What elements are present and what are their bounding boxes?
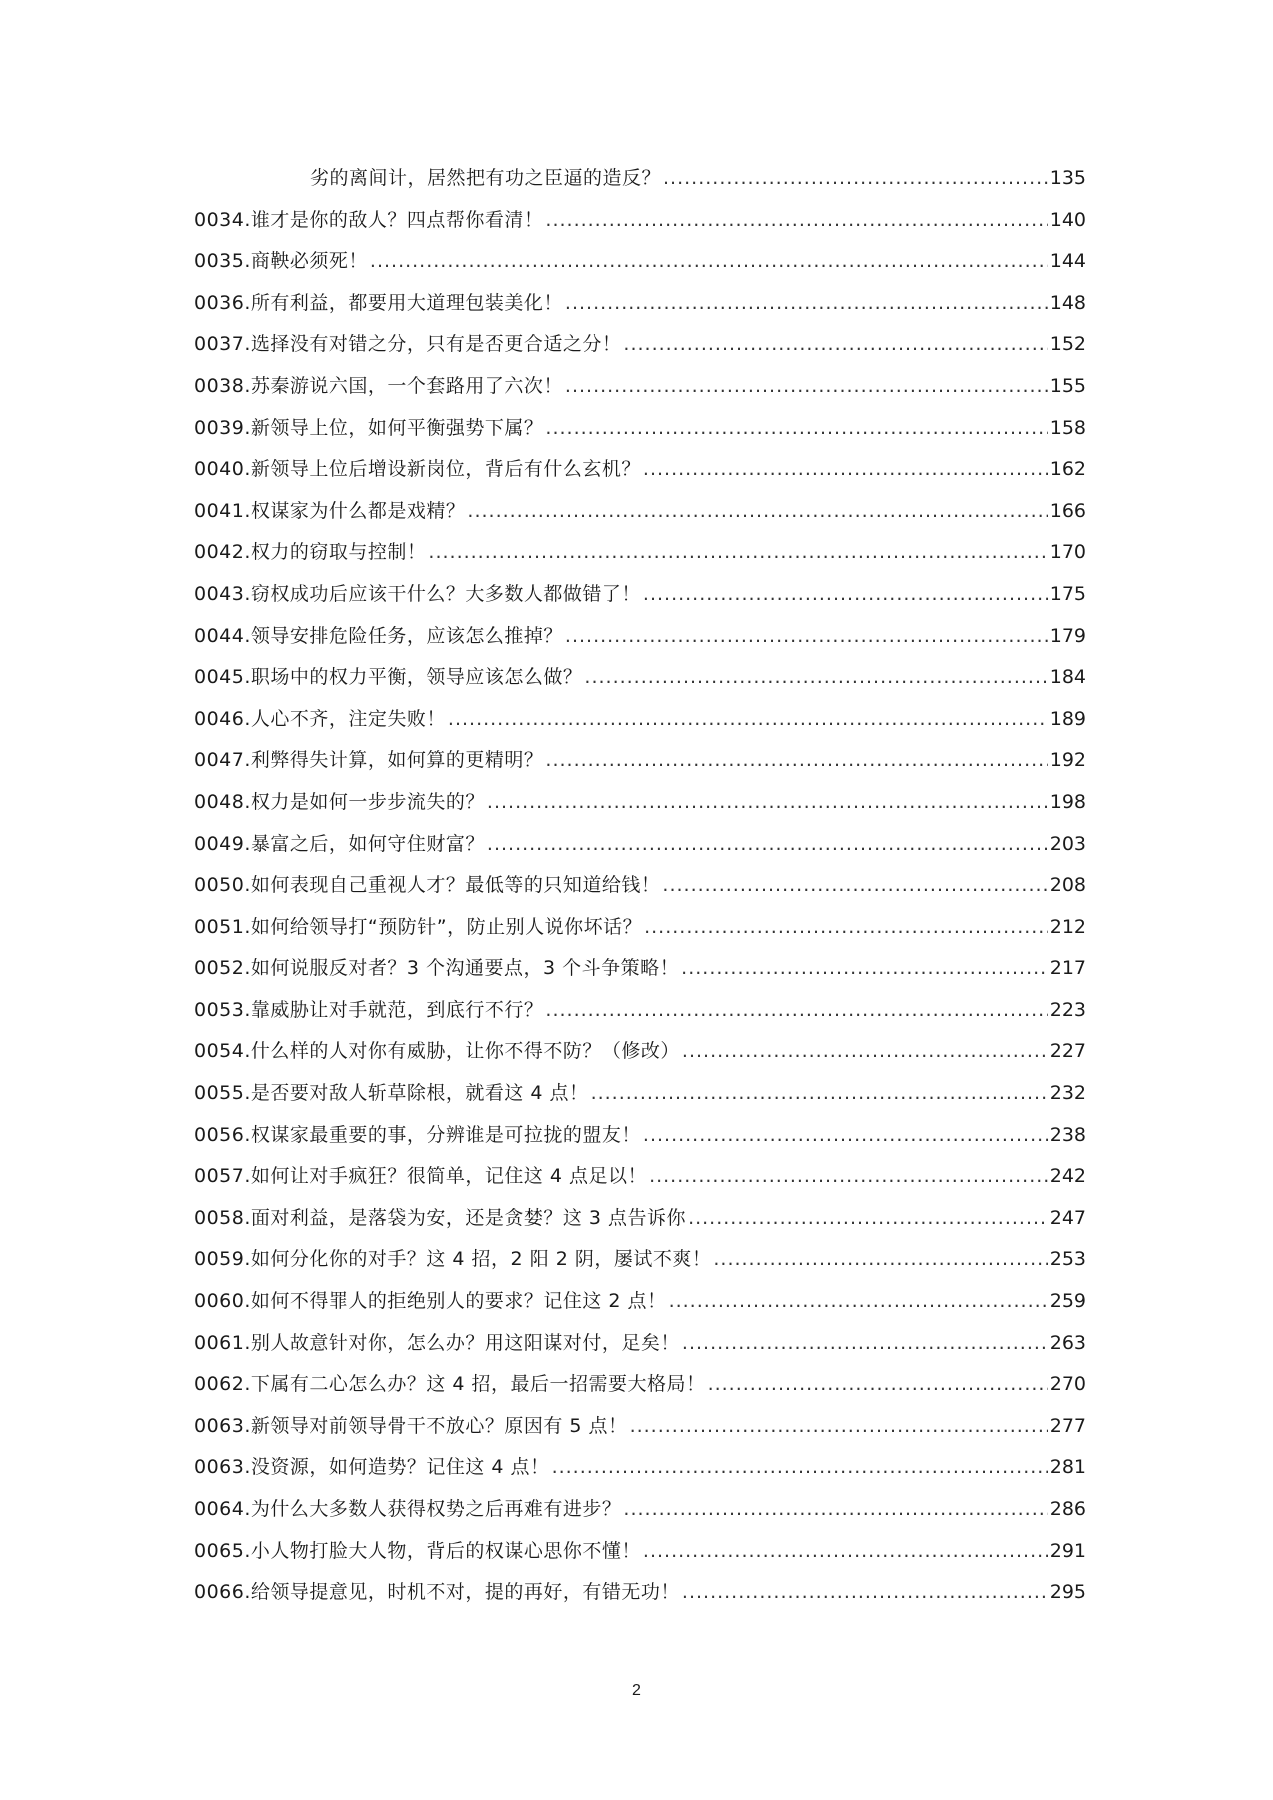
toc-entry-title: 0058.面对利益，是落袋为安，还是贪婪？这 3 点告诉你 xyxy=(194,1206,687,1229)
toc-dot-leader xyxy=(682,1572,1048,1614)
toc-dot-leader xyxy=(708,1364,1048,1406)
toc-dot-leader xyxy=(682,1031,1048,1073)
toc-entry-page: 277 xyxy=(1049,1414,1086,1437)
toc-entry[interactable] xyxy=(194,907,1086,949)
toc-entry-page: 295 xyxy=(1049,1581,1086,1604)
toc-entry-page: 158 xyxy=(1049,416,1086,439)
toc-dot-leader xyxy=(552,1447,1048,1489)
toc-entry[interactable] xyxy=(194,158,1086,200)
toc-entry-page: 212 xyxy=(1049,915,1086,938)
toc-entry-title: 0034.谁才是你的敌人？四点帮你看清！ xyxy=(194,208,544,231)
toc-entry-title: 0040.新领导上位后增设新岗位，背后有什么玄机？ xyxy=(194,458,641,481)
toc-entry-page: 144 xyxy=(1049,250,1086,273)
toc-entry-page: 291 xyxy=(1049,1539,1086,1562)
toc-entry[interactable] xyxy=(194,1572,1086,1614)
toc-entry-title: 0045.职场中的权力平衡，领导应该怎么做？ xyxy=(194,666,583,689)
toc-entry[interactable] xyxy=(194,657,1086,699)
toc-entry-page: 242 xyxy=(1049,1165,1086,1188)
toc-entry[interactable] xyxy=(194,699,1086,741)
toc-dot-leader xyxy=(545,200,1047,242)
toc-entry-title: 0044.领导安排危险任务，应该怎么推掉？ xyxy=(194,624,563,647)
toc-dot-leader xyxy=(428,532,1047,574)
toc-entry[interactable] xyxy=(194,491,1086,533)
toc-entry-title: 0046.人心不齐，注定失败！ xyxy=(194,707,446,730)
toc-dot-leader xyxy=(545,990,1047,1032)
toc-dot-leader xyxy=(565,283,1048,325)
toc-entry[interactable] xyxy=(194,366,1086,408)
toc-entry-page: 281 xyxy=(1049,1456,1086,1479)
toc-dot-leader xyxy=(643,1531,1048,1573)
toc-entry[interactable] xyxy=(194,1198,1086,1240)
toc-entry[interactable] xyxy=(194,1489,1086,1531)
toc-entry-page: 198 xyxy=(1049,790,1086,813)
toc-entry-title: 0063.新领导对前领导骨干不放心？原因有 5 点！ xyxy=(194,1414,628,1437)
toc-dot-leader xyxy=(467,491,1047,533)
toc-entry-title: 0042.权力的窃取与控制！ xyxy=(194,541,427,564)
toc-entry[interactable] xyxy=(194,449,1086,491)
toc-dot-leader xyxy=(644,907,1048,949)
toc-entry-title: 0049.暴富之后，如何守住财富？ xyxy=(194,832,485,855)
toc-entry[interactable] xyxy=(194,408,1086,450)
toc-entry-title: 0059.如何分化你的对手？这 4 招，2 阳 2 阴，屡试不爽！ xyxy=(194,1248,712,1271)
toc-entry-title: 0055.是否要对敌人斩草除根，就看这 4 点！ xyxy=(194,1082,589,1105)
toc-dot-leader xyxy=(584,657,1047,699)
toc-entry-title: 0037.选择没有对错之分，只有是否更合适之分！ xyxy=(194,333,622,356)
toc-entry-page: 162 xyxy=(1049,458,1086,481)
toc-entry-title: 0043.窃权成功后应该干什么？大多数人都做错了！ xyxy=(194,582,641,605)
toc-entry[interactable] xyxy=(194,1447,1086,1489)
toc-entry[interactable] xyxy=(194,200,1086,242)
toc-entry[interactable] xyxy=(194,1239,1086,1281)
toc-entry-page: 184 xyxy=(1049,666,1086,689)
toc-entry[interactable] xyxy=(194,824,1086,866)
toc-entry-title: 0060.如何不得罪人的拒绝别人的要求？记住这 2 点！ xyxy=(194,1290,667,1313)
toc-dot-leader xyxy=(643,1115,1048,1157)
toc-entry-title: 0063.没资源，如何造势？记住这 4 点！ xyxy=(194,1456,550,1479)
toc-dot-leader xyxy=(448,699,1048,741)
toc-entry[interactable] xyxy=(194,1031,1086,1073)
toc-entry[interactable] xyxy=(194,241,1086,283)
toc-entry-page: 227 xyxy=(1049,1040,1086,1063)
toc-entry-title: 0066.给领导提意见，时机不对，提的再好，有错无功！ xyxy=(194,1581,680,1604)
toc-entry-page: 232 xyxy=(1049,1082,1086,1105)
toc-dot-leader xyxy=(487,824,1048,866)
toc-dot-leader xyxy=(623,324,1047,366)
toc-dot-leader xyxy=(682,1323,1048,1365)
toc-entry-page: 253 xyxy=(1049,1248,1086,1271)
toc-entry-title: 0048.权力是如何一步步流失的？ xyxy=(194,790,485,813)
toc-entry[interactable] xyxy=(194,1531,1086,1573)
toc-entry-title: 0061.别人故意针对你，怎么办？用这阳谋对付，足矣！ xyxy=(194,1331,680,1354)
toc-dot-leader xyxy=(681,948,1048,990)
toc-entry[interactable] xyxy=(194,990,1086,1032)
toc-entry-page: 238 xyxy=(1049,1123,1086,1146)
toc-entry-page: 247 xyxy=(1049,1206,1086,1229)
toc-entry-title: 0039.新领导上位，如何平衡强势下属？ xyxy=(194,416,544,439)
toc-dot-leader xyxy=(662,865,1047,907)
toc-entry-title: 0064.为什么大多数人获得权势之后再难有进步？ xyxy=(194,1498,622,1520)
toc-entry-title: 0050.如何表现自己重视人才？最低等的只知道给钱！ xyxy=(194,874,661,897)
toc-entry-title: 0062.下属有二心怎么办？这 4 招，最后一招需要大格局！ xyxy=(194,1373,706,1396)
toc-entry-page: 259 xyxy=(1049,1290,1086,1313)
toc-entry[interactable] xyxy=(194,1115,1086,1157)
toc-dot-leader xyxy=(649,1156,1048,1198)
toc-dot-leader xyxy=(643,574,1048,616)
toc-entry-title: 0047.利弊得失计算，如何算的更精明？ xyxy=(194,749,544,772)
toc-entry[interactable] xyxy=(194,616,1086,658)
toc-entry[interactable] xyxy=(194,948,1086,990)
toc-entry[interactable] xyxy=(194,1406,1086,1448)
toc-dot-leader xyxy=(370,241,1048,283)
toc-dot-leader xyxy=(663,158,1048,200)
toc-entry[interactable] xyxy=(194,782,1086,824)
toc-dot-leader xyxy=(669,1281,1048,1323)
toc-dot-leader xyxy=(545,740,1047,782)
toc-entry-title: 0057.如何让对手疯狂？很简单，记住这 4 点足以！ xyxy=(194,1165,648,1188)
toc-entry-title: 0056.权谋家最重要的事，分辨谁是可拉拢的盟友！ xyxy=(194,1123,641,1146)
toc-dot-leader xyxy=(565,616,1048,658)
toc-dot-leader xyxy=(713,1239,1047,1281)
toc-entry-page: 155 xyxy=(1049,374,1086,397)
toc-dot-leader xyxy=(623,1489,1047,1531)
toc-entry-page: 140 xyxy=(1049,208,1086,231)
toc-dot-leader xyxy=(630,1406,1048,1448)
toc-entry-page: 286 xyxy=(1049,1498,1086,1520)
toc-entry-page: 166 xyxy=(1049,499,1086,522)
toc-entry[interactable] xyxy=(194,283,1086,325)
toc-entry-page: 203 xyxy=(1049,832,1086,855)
toc-entry-title: 0036.所有利益，都要用大道理包装美化！ xyxy=(194,291,563,314)
page-number: 2 xyxy=(632,1682,641,1699)
toc-entry-page: 179 xyxy=(1049,624,1086,647)
toc-dot-leader xyxy=(545,408,1047,450)
toc-entry-title: 0051.如何给领导打“预防针”，防止别人说你坏话？ xyxy=(194,915,643,938)
table-of-contents xyxy=(194,158,1086,1614)
toc-entry-page: 135 xyxy=(1049,167,1086,189)
toc-entry[interactable] xyxy=(194,1073,1086,1115)
toc-dot-leader xyxy=(591,1073,1048,1115)
toc-entry-page: 217 xyxy=(1049,957,1086,980)
toc-dot-leader xyxy=(487,782,1048,824)
toc-entry-page: 263 xyxy=(1049,1331,1086,1354)
toc-entry[interactable] xyxy=(194,532,1086,574)
toc-entry-page: 208 xyxy=(1049,874,1086,897)
toc-entry-title: 0065.小人物打脸大人物，背后的权谋心思你不懂！ xyxy=(194,1539,641,1562)
toc-entry-title: 0054.什么样的人对你有威胁，让你不得不防？（修改） xyxy=(194,1040,680,1063)
toc-entry-title: 0038.苏秦游说六国，一个套路用了六次！ xyxy=(194,374,563,397)
toc-entry-title: 0052.如何说服反对者？3 个沟通要点，3 个斗争策略！ xyxy=(194,957,680,980)
toc-dot-leader xyxy=(643,449,1048,491)
toc-entry[interactable] xyxy=(194,1281,1086,1323)
toc-entry-page: 148 xyxy=(1049,291,1086,314)
toc-dot-leader xyxy=(688,1198,1048,1240)
toc-entry-page: 175 xyxy=(1049,582,1086,605)
toc-entry-page: 192 xyxy=(1049,749,1086,772)
toc-entry[interactable] xyxy=(194,324,1086,366)
toc-entry-page: 270 xyxy=(1049,1373,1086,1396)
toc-entry[interactable] xyxy=(194,574,1086,616)
toc-entry-page: 223 xyxy=(1049,998,1086,1021)
toc-entry-title: 0035.商鞅必须死！ xyxy=(194,250,368,273)
toc-entry-page: 170 xyxy=(1049,541,1086,564)
toc-entry-page: 152 xyxy=(1049,333,1086,356)
toc-entry-page: 189 xyxy=(1049,707,1086,730)
toc-entry-title: 0041.权谋家为什么都是戏精？ xyxy=(194,499,466,522)
toc-dot-leader xyxy=(565,366,1048,408)
toc-entry-title: 0053.靠威胁让对手就范，到底行不行？ xyxy=(194,998,544,1021)
toc-entry-title: 劣的离间计，居然把有功之臣逼的造反？ xyxy=(310,167,662,189)
toc-entry[interactable] xyxy=(194,1323,1086,1365)
toc-entry[interactable] xyxy=(194,1364,1086,1406)
toc-entry[interactable] xyxy=(194,865,1086,907)
toc-entry[interactable] xyxy=(194,740,1086,782)
toc-entry[interactable] xyxy=(194,1156,1086,1198)
